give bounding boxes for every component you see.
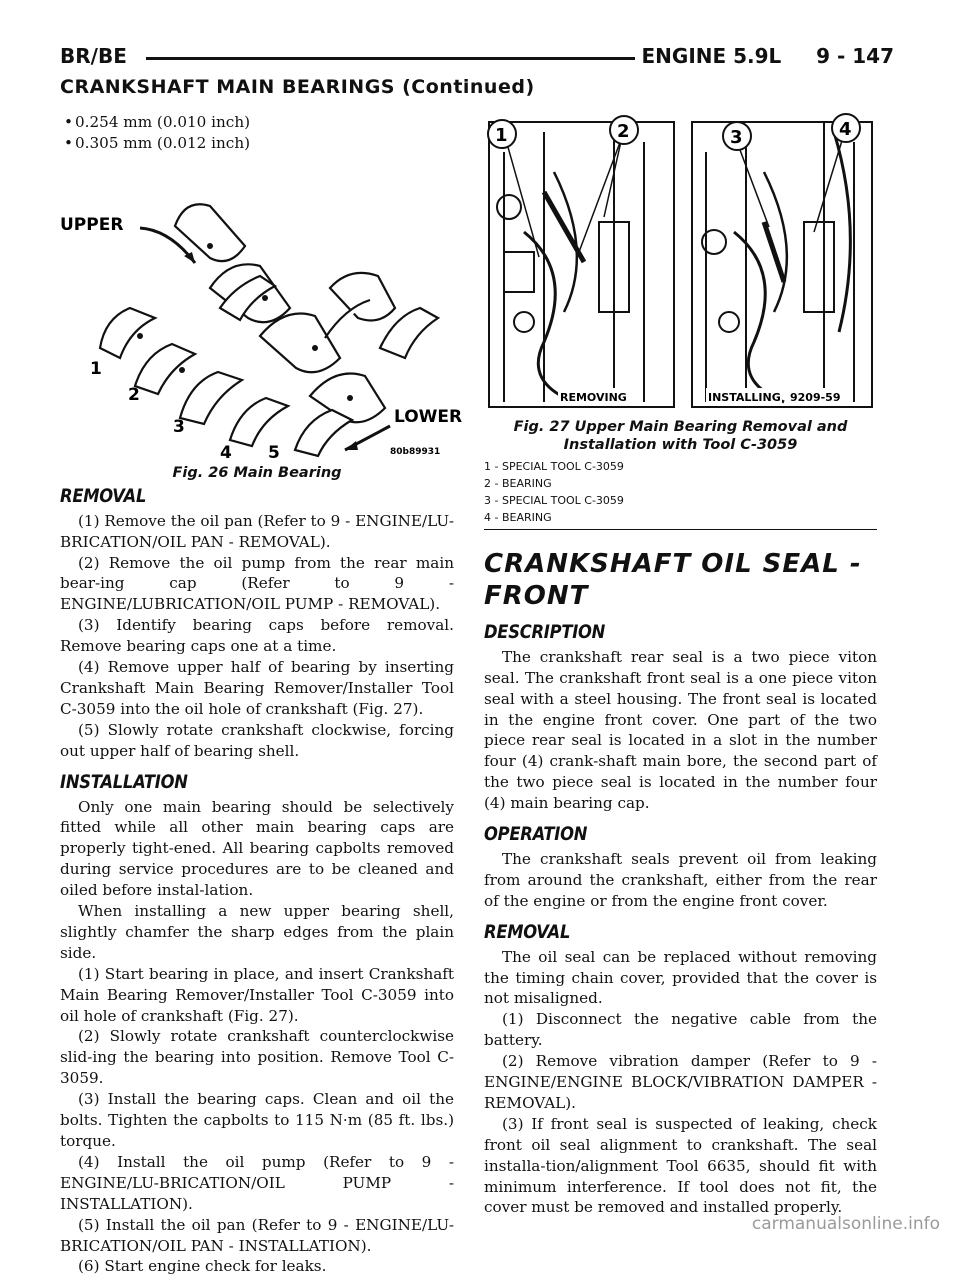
fig26-caption: Fig. 26 Main Bearing xyxy=(172,464,342,481)
fig27-callout-3: 3 xyxy=(730,127,743,148)
fig26-code: 80b89931 xyxy=(390,446,441,457)
installation-step: (4) Install the oil pump (Refer to 9 - ENGINE/LU-BRICATION/OIL PUMP - INSTALLATION). xyxy=(60,1152,454,1213)
fig26-callout: 2 xyxy=(128,384,140,405)
legend-item: 2 - BEARING xyxy=(484,476,552,490)
description-heading: DESCRIPTION xyxy=(484,620,606,643)
installation-step: (5) Install the oil pan (Refer to 9 - ENGINE/LU-BRICATION/OIL PAN - INSTALLATION). xyxy=(60,1215,454,1255)
watermark: carmanualsonline.info xyxy=(751,1214,940,1234)
removal-step: (3) Identify bearing caps before removal. Remove bearing caps one at a time. xyxy=(60,616,454,656)
section-title: CRANKSHAFT OIL SEAL - FRONT xyxy=(484,548,862,611)
fig27-caption-line2: Installation with Tool C-3059 xyxy=(563,436,798,453)
fig27-callout-2: 2 xyxy=(617,121,630,142)
fig27-removing-label: REMOVING xyxy=(560,391,627,404)
removal-step: (2) Remove the oil pump from the rear main bear-ing cap (Refer to 9 - ENGINE/LUBRICATION/OIL PUMP - REMOVAL). xyxy=(60,553,454,614)
fig27-installing-label: INSTALLING xyxy=(708,391,781,404)
removal-step: (2) Remove vibration damper (Refer to 9 - ENGINE/ENGINE BLOCK/VIBRATION DAMPER - REMOVAL). xyxy=(484,1052,877,1112)
bullet-item: • 0.254 mm (0.010 inch) xyxy=(60,112,454,133)
fig27-caption-line1: Fig. 27 Upper Main Bearing Removal and xyxy=(513,418,848,435)
bullet-item: • 0.305 mm (0.012 inch) xyxy=(60,133,454,154)
fig27-callout-1: 1 xyxy=(495,125,508,146)
legend-item: 3 - SPECIAL TOOL C-3059 xyxy=(484,493,624,507)
fig27-code: 9209-59 xyxy=(790,391,841,404)
figure-27 xyxy=(484,112,877,530)
right-column xyxy=(484,112,877,1218)
removal-step: (4) Remove upper half of bearing by inserting Crankshaft Main Bearing Remover/Installer Tool C-3059 into the oil hole of crankshaft (Fig. 27). xyxy=(60,658,454,718)
main-bearing-illustration xyxy=(60,158,463,463)
removal-paragraph: The oil seal can be replaced without removing the timing chain cover, provided that the cover is not misaligned. xyxy=(484,947,877,1008)
legend-item: 1 - SPECIAL TOOL C-3059 xyxy=(484,459,624,473)
removal-heading: REMOVAL xyxy=(484,920,571,943)
fig26-callout: 4 xyxy=(220,442,232,463)
left-column xyxy=(60,112,463,1277)
header-section: ENGINE 5.9L 9 - 147 xyxy=(641,44,894,68)
operation-paragraph: The crankshaft seals prevent oil from leaking from around the crankshaft, either from the rear of the engine or from the engine front cover. xyxy=(484,849,877,910)
fig27-callout-4: 4 xyxy=(839,119,852,140)
running-head: CRANKSHAFT MAIN BEARINGS (Continued) xyxy=(60,76,535,98)
header-rule xyxy=(146,57,635,60)
installation-heading: INSTALLATION xyxy=(60,770,188,793)
installation-paragraph: When installing a new upper bearing shell, slightly chamfer the sharp edges from the plain side. xyxy=(60,902,454,962)
fig27-legend xyxy=(484,458,877,530)
fig26-callout: 5 xyxy=(268,442,280,463)
fig26-callout: 3 xyxy=(173,416,185,437)
figure-26 xyxy=(60,158,463,481)
header-model: BR/BE xyxy=(60,44,127,68)
fig26-callout: 1 xyxy=(90,358,102,379)
fig26-label-upper: UPPER xyxy=(60,214,124,235)
legend-item: 4 - BEARING xyxy=(484,510,552,524)
removal-step: (3) If front seal is suspected of leaking, check front oil seal alignment to crankshaft. The seal installa-tion/alignment Tool 6635, should fit with minimum interference. If tool does not fit, the cover must be removed and installed properly. xyxy=(484,1114,877,1217)
installation-step: (6) Start engine check for leaks. xyxy=(78,1257,327,1276)
removal-step: (1) Disconnect the negative cable from the battery. xyxy=(484,1010,877,1050)
description-paragraph: The crankshaft rear seal is a two piece viton seal. The crankshaft front seal is a one piece viton seal with a steel housing. The front seal is located in the engine front cover. One part of the two piece rear seal is located in a slot in the number four (4) crank-shaft main bore, the second part of the two piece seal is located in the number four (4) main bearing cap. xyxy=(484,647,877,813)
installation-step: (3) Install the bearing caps. Clean and oil the bolts. Tighten the capbolts to 115 N·m (85 ft. lbs.) torque. xyxy=(60,1090,454,1150)
operation-heading: OPERATION xyxy=(484,823,588,846)
installation-step: (2) Slowly rotate crankshaft counterclockwise slid-ing the bearing into position. Remove Tool C-3059. xyxy=(60,1027,454,1088)
removal-step: (1) Remove the oil pan (Refer to 9 - ENGINE/LU-BRICATION/OIL PAN - REMOVAL). xyxy=(60,511,454,551)
removal-heading: REMOVAL xyxy=(60,484,147,507)
fig26-label-lower: LOWER xyxy=(394,406,463,427)
removal-step: (5) Slowly rotate crankshaft clockwise, forcing out upper half of bearing shell. xyxy=(60,720,454,760)
installation-paragraph: Only one main bearing should be selectively fitted while all other main bearing caps are properly tight-ened. All bearing capbolts removed during service procedures are to be cleaned and oiled before instal-lation. xyxy=(60,797,454,900)
bearing-tool-illustration xyxy=(484,112,877,412)
installation-step: (1) Start bearing in place, and insert Crankshaft Main Bearing Remover/Installer Tool C-3059 into oil hole of crankshaft (Fig. 27). xyxy=(60,964,454,1025)
